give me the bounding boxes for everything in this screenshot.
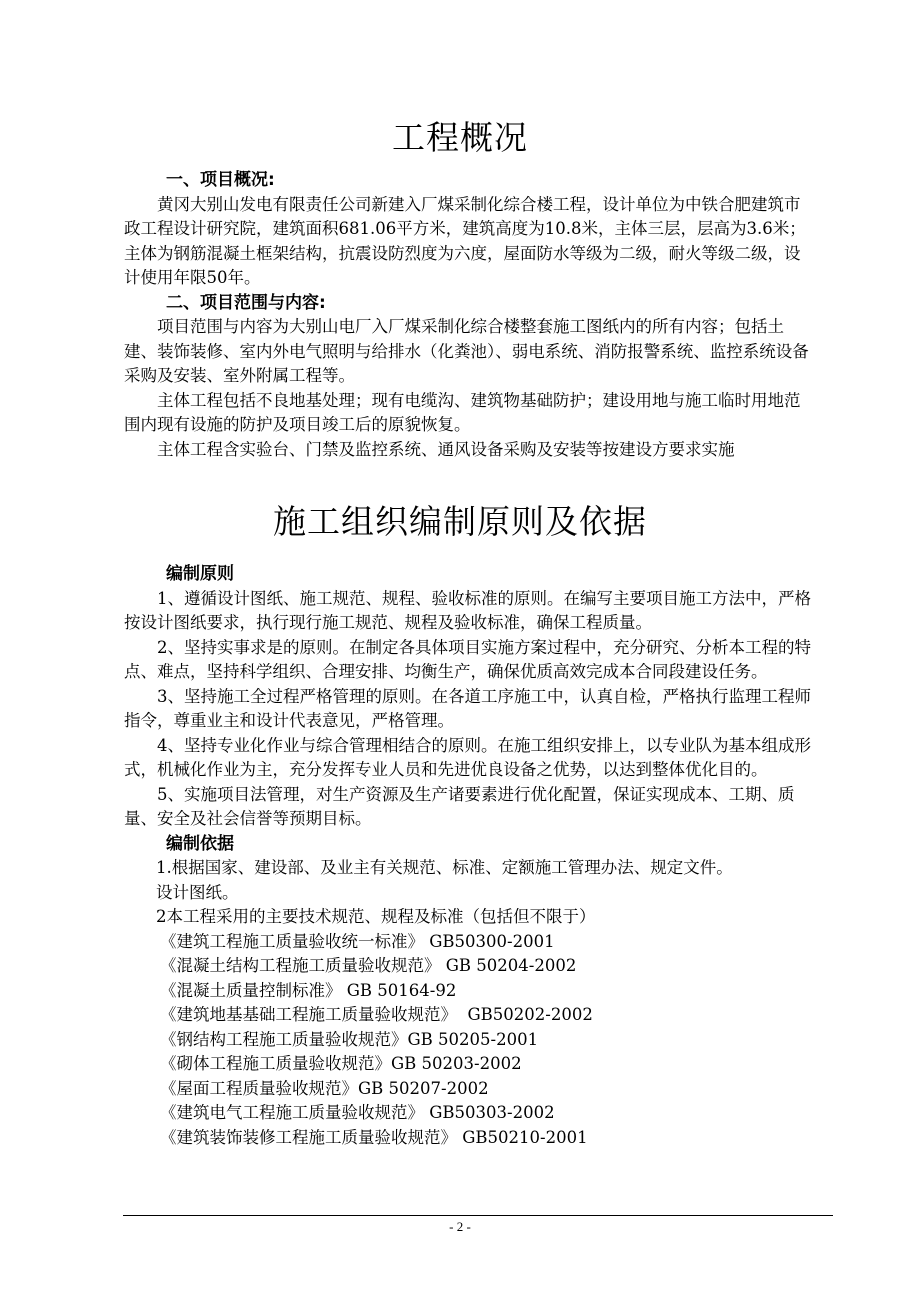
standard-reference: 《建筑装饰装修工程施工质量验收规范》 GB50210-2001: [160, 1127, 588, 1147]
basis-design-drawings: 设计图纸。: [156, 882, 239, 902]
standard-reference: 《建筑地基基础工程施工质量验收规范》 GB50202-2002: [160, 1005, 593, 1024]
section-title-overview: 工程概况: [392, 118, 528, 157]
footer-divider: [123, 1215, 833, 1216]
principle-item: 5、实施项目法管理，对生产资源及生产诸要素进行优化配置，保证实现成本、工期、质量、安全及社会信誉等预期目标。: [124, 784, 795, 828]
basis-item: 2本工程采用的主要技术规范、规程及标准（包括但不限于）: [156, 907, 596, 926]
basis-item: 1.根据国家、建设部、及业主有关规范、标准、定额施工管理办法、规定文件。: [156, 858, 733, 877]
heading-project-overview: 一、项目概况:: [166, 170, 275, 190]
standard-reference: 《混凝土质量控制标准》 GB 50164-92: [160, 980, 457, 1000]
principle-item: 2、坚持实事求是的原则。在制定各具体项目实施方案过程中，充分研究、分析本工程的特点、难点，坚持科学组织、合理安排、均衡生产，确保优质高效完成本合同段建设任务。: [124, 637, 811, 681]
page-number: - 2 -: [449, 1219, 471, 1234]
heading-project-scope: 二、项目范围与内容:: [166, 292, 326, 313]
heading-principles: 编制原则: [166, 564, 234, 584]
paragraph-scope-1: 项目范围与内容为大别山电厂入厂煤采制化综合楼整套施工图纸内的所有内容；包括土建、装饰装修、室内外电气照明与给排水（化粪池）、弱电系统、消防报警系统、监控系统设备采购及安装、室外附属工程等。: [124, 317, 809, 385]
paragraph-scope-2: 主体工程包括不良地基处理；现有电缆沟、建筑物基础防护；建设用地与施工临时用地范围内现有设施的防护及项目竣工后的原貌恢复。: [124, 390, 801, 434]
principle-item: 4、坚持专业化作业与综合管理相结合的原则。在施工组织安排上，以专业队为基本组成形式，机械化作业为主，充分发挥专业人员和先进优良设备之优势，以达到整体优化目的。: [124, 735, 811, 779]
paragraph-scope-3: 主体工程含实验台、门禁及监控系统、通风设备采购及安装等按建设方要求实施: [157, 439, 735, 459]
standard-reference: 《砌体工程施工质量验收规范》GB 50203-2002: [160, 1054, 522, 1073]
standard-reference: 《建筑电气工程施工质量验收规范》 GB50303-2002: [160, 1103, 555, 1122]
section-title-principles: 施工组织编制原则及依据: [273, 502, 647, 541]
standard-reference: 《建筑工程施工质量验收统一标准》 GB50300-2001: [160, 931, 555, 951]
overview-section: [124, 168, 814, 462]
principle-item: 3、坚持施工全过程严格管理的原则。在各道工序施工中，认真自检，严格执行监理工程师指令，尊重业主和设计代表意见，严格管理。: [124, 686, 811, 730]
standard-reference: 《混凝土结构工程施工质量验收规范》 GB 50204-2002: [160, 956, 577, 975]
paragraph-project-overview: 黄冈大别山发电有限责任公司新建入厂煤采制化综合楼工程，设计单位为中铁合肥建筑市政工程设计研究院，建筑面积681.06平方米，建筑高度为10.8米，主体三层，层高为3.6米；主体为钢筋混凝土框架结构，抗震设防烈度为六度，屋面防水等级为二级，耐火等级二级，设计使用年限50年。: [124, 194, 806, 287]
heading-basis: 编制依据: [166, 833, 234, 854]
standard-reference: 《钢结构工程施工质量验收规范》GB 50205-2001: [160, 1029, 539, 1049]
standard-reference: 《屋面工程质量验收规范》GB 50207-2002: [160, 1078, 489, 1098]
principles-section: [124, 562, 814, 1150]
principle-item: 1、遵循设计图纸、施工规范、规程、验收标准的原则。在编写主要项目施工方法中，严格按设计图纸要求，执行现行施工规范、规程及验收标准，确保工程质量。: [124, 588, 811, 632]
